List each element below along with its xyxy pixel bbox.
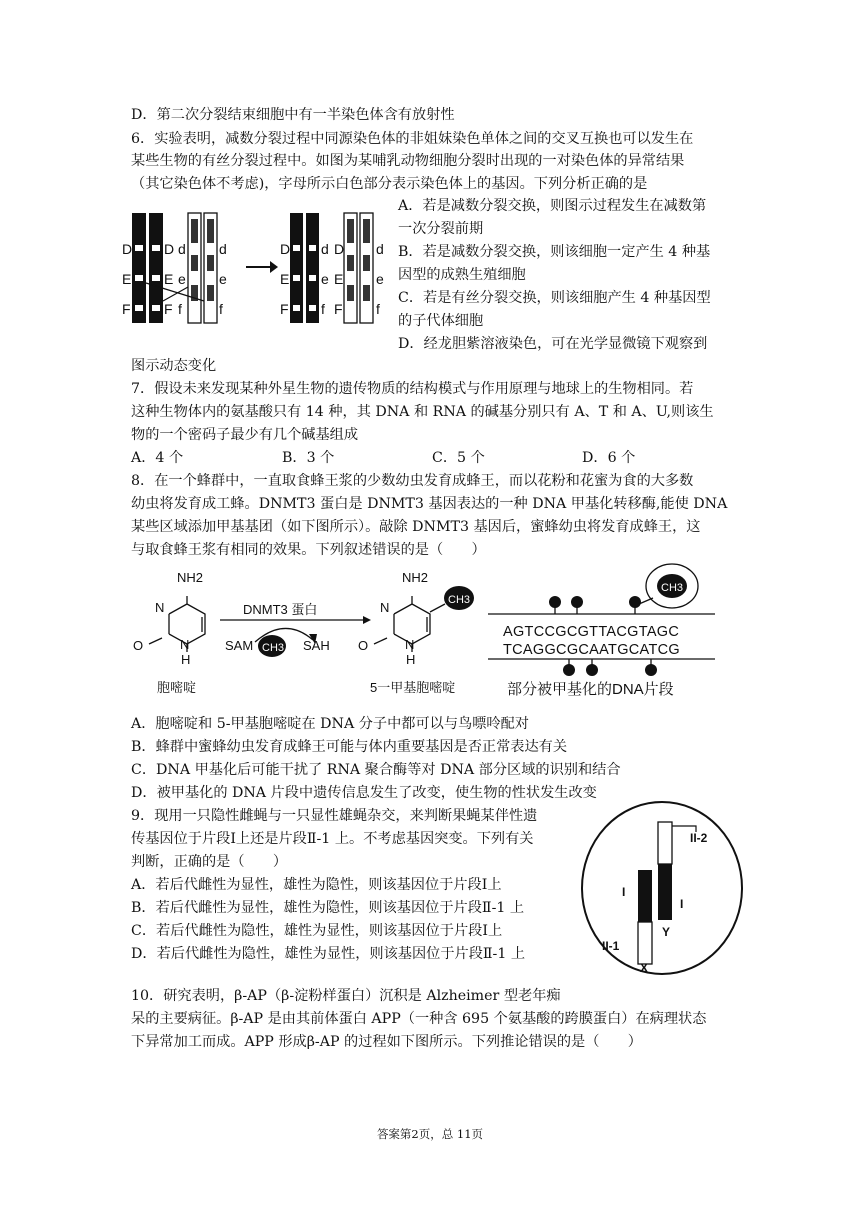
q7-stem-line: 7．假设未来发现某种外星生物的遗传物质的结构模式与作用原理与地球上的生物相同。若 [131, 381, 694, 397]
svg-text:d: d [219, 241, 227, 257]
methylation-figure [125, 562, 745, 708]
q8-option-a: A．胞嘧啶和 5-甲基胞嘧啶在 DNA 分子中都可以与鸟嘌呤配对 [131, 716, 529, 732]
svg-text:N: N [155, 600, 165, 615]
sex-chromosome-figure [578, 798, 746, 978]
svg-text:d: d [178, 241, 186, 257]
q8-stem-line: 某些区域添加甲基基团（如下图所示）。敲除 DNMT3 基因后，蜜蜂幼虫将发育成蜂王，这 [131, 519, 701, 535]
chromosome-figure [120, 205, 390, 330]
svg-text:Y: Y [662, 925, 671, 939]
svg-text:D: D [164, 241, 175, 257]
svg-text:E: E [334, 271, 344, 287]
q8-option-d: D．被甲基化的 DNA 片段中遗传信息发生了改变，使生物的性状发生改变 [131, 785, 597, 801]
svg-text:SAH: SAH [303, 638, 330, 653]
q7-stem-line: 物的一个密码子最少有几个碱基组成 [131, 427, 359, 443]
svg-text:e: e [321, 271, 329, 287]
svg-text:SAM: SAM [225, 638, 254, 653]
q10-stem-line: 下异常加工而成。APP 形成β-AP 的过程如下图所示。下列推论错误的是（ ） [131, 1034, 642, 1050]
svg-text:O: O [133, 638, 144, 653]
q5-option-d: D．第二次分裂结束细胞中有一半染色体含有放射性 [131, 107, 455, 123]
q7-option-b: B．3 个 [282, 450, 335, 466]
q6-option-c: C．若是有丝分裂交换，则该细胞产生 4 种基因型 [398, 290, 711, 306]
q7-stem-line: 这种生物体内的氨基酸只有 14 种，其 DNA 和 RNA 的碱基分别只有 A、T 和 A、U,则该生 [131, 404, 714, 420]
svg-text:N: N [380, 600, 390, 615]
q9-option-b: B．若后代雌性为显性，雄性为隐性，则该基因位于片段Ⅱ-1 上 [131, 900, 525, 916]
q8-stem-line: 与取食蜂王浆有相同的效果。下列叙述错误的是（ ） [131, 542, 486, 558]
svg-text:D: D [122, 241, 133, 257]
q6-option-a: A．若是减数分裂交换，则图示过程发生在减数第 [398, 198, 707, 214]
svg-text:H: H [406, 652, 416, 667]
svg-text:5一甲基胞嘧啶: 5一甲基胞嘧啶 [370, 680, 456, 695]
q7-option-d: D．6 个 [582, 450, 636, 466]
q8-option-b: B．蜂群中蜜蜂幼虫发育成蜂王可能与体内重要基因是否正常表达有关 [131, 739, 568, 755]
svg-text:D: D [334, 241, 345, 257]
svg-text:f: f [376, 301, 380, 317]
svg-text:O: O [358, 638, 369, 653]
q6-stem-line: 6．实验表明，减数分裂过程中同源染色体的非姐妹染色单体之间的交叉互换也可以发生在 [131, 131, 694, 147]
q9-stem-line: 传基因位于片段Ⅰ上还是片段Ⅱ-1 上。不考虑基因突变。下列有关 [131, 831, 534, 847]
q6-stem-line: 某些生物的有丝分裂过程中。如图为某哺乳动物细胞分裂时出现的一对染色体的异常结果 [131, 153, 685, 169]
svg-text:D: D [280, 241, 291, 257]
svg-text:AGTCCGCGTTACGTAGC: AGTCCGCGTTACGTAGC [503, 624, 680, 640]
q6-option-a-cont: 一次分裂前期 [398, 221, 484, 237]
svg-text:f: f [178, 301, 182, 317]
svg-text:X: X [640, 961, 649, 975]
svg-text:F: F [122, 301, 131, 317]
svg-text:f: f [321, 301, 325, 317]
svg-text:II-1: II-1 [602, 939, 620, 953]
q9-option-a: A．若后代雌性为显性，雄性为隐性，则该基因位于片段Ⅰ上 [131, 877, 502, 893]
q6-option-d: D．经龙胆紫溶液染色，可在光学显微镜下观察到 [398, 336, 708, 352]
svg-text:NH2: NH2 [177, 570, 204, 585]
svg-text:II-2: II-2 [690, 831, 708, 845]
svg-text:TCAGGCGCAATGCATCG: TCAGGCGCAATGCATCG [503, 642, 680, 658]
q10-stem-line: 呆的主要病征。β-AP 是由其前体蛋白 APP（一种含 695 个氨基酸的跨膜蛋白）在病理状态 [131, 1011, 707, 1027]
svg-text:e: e [219, 271, 227, 287]
q6-option-b-cont: 因型的成熟生殖细胞 [398, 267, 526, 283]
svg-text:E: E [164, 271, 174, 287]
q9-option-d: D．若后代雌性为隐性，雄性为显性，则该基因位于片段Ⅱ-1 上 [131, 946, 526, 962]
q10-stem-line: 10．研究表明，β-AP（β-淀粉样蛋白）沉积是 Alzheimer 型老年痴 [131, 988, 561, 1004]
svg-text:CH3: CH3 [262, 642, 285, 654]
q6-stem-line: （其它染色体不考虑)，字母所示白色部分表示染色体上的基因。下列分析正确的是 [131, 176, 648, 192]
q6-option-d-cont: 图示动态变化 [131, 358, 217, 374]
svg-text:d: d [321, 241, 329, 257]
svg-text:I: I [680, 897, 684, 911]
svg-text:d: d [376, 241, 384, 257]
svg-text:部分被甲基化的DNA片段: 部分被甲基化的DNA片段 [507, 681, 674, 698]
svg-text:F: F [280, 301, 289, 317]
svg-text:CH3: CH3 [448, 594, 471, 606]
q6-option-b: B．若是减数分裂交换，则该细胞一定产生 4 种基 [398, 244, 711, 260]
svg-text:DNMT3 蛋白: DNMT3 蛋白 [243, 602, 318, 617]
svg-text:H: H [181, 652, 191, 667]
q9-stem-line: 9．现用一只隐性雌蝇与一只显性雄蝇杂交，来判断果蝇某伴性遗 [131, 808, 538, 824]
q8-stem-line: 幼虫将发育成工蜂。DNMT3 蛋白是 DNMT3 基因表达的一种 DNA 甲基化转移酶,能使 DNA [131, 496, 728, 512]
q6-option-c-cont: 的子代体细胞 [398, 313, 484, 329]
svg-text:F: F [164, 301, 173, 317]
svg-text:E: E [280, 271, 290, 287]
svg-text:E: E [122, 271, 132, 287]
svg-text:I: I [622, 885, 626, 899]
svg-text:NH2: NH2 [402, 570, 429, 585]
svg-text:e: e [376, 271, 384, 287]
q7-option-c: C．5 个 [432, 450, 485, 466]
svg-text:N: N [180, 637, 190, 652]
svg-text:F: F [334, 301, 343, 317]
q7-option-a: A．4 个 [131, 450, 184, 466]
svg-text:f: f [219, 301, 223, 317]
svg-text:CH3: CH3 [661, 582, 684, 594]
svg-text:N: N [405, 637, 415, 652]
svg-text:胞嘧啶: 胞嘧啶 [157, 680, 197, 695]
svg-text:e: e [178, 271, 186, 287]
q8-stem-line: 8．在一个蜂群中，一直取食蜂王浆的少数幼虫发育成蜂王，而以花粉和花蜜为食的大多数 [131, 473, 694, 489]
q9-option-c: C．若后代雌性为隐性，雄性为显性，则该基因位于片段Ⅰ上 [131, 923, 503, 939]
q8-option-c: C．DNA 甲基化后可能干扰了 RNA 聚合酶等对 DNA 部分区域的识别和结合 [131, 762, 621, 778]
page-footer: 答案第2页，总 11页 [376, 1127, 484, 1141]
q9-stem-line: 判断，正确的是（ ） [131, 854, 288, 870]
